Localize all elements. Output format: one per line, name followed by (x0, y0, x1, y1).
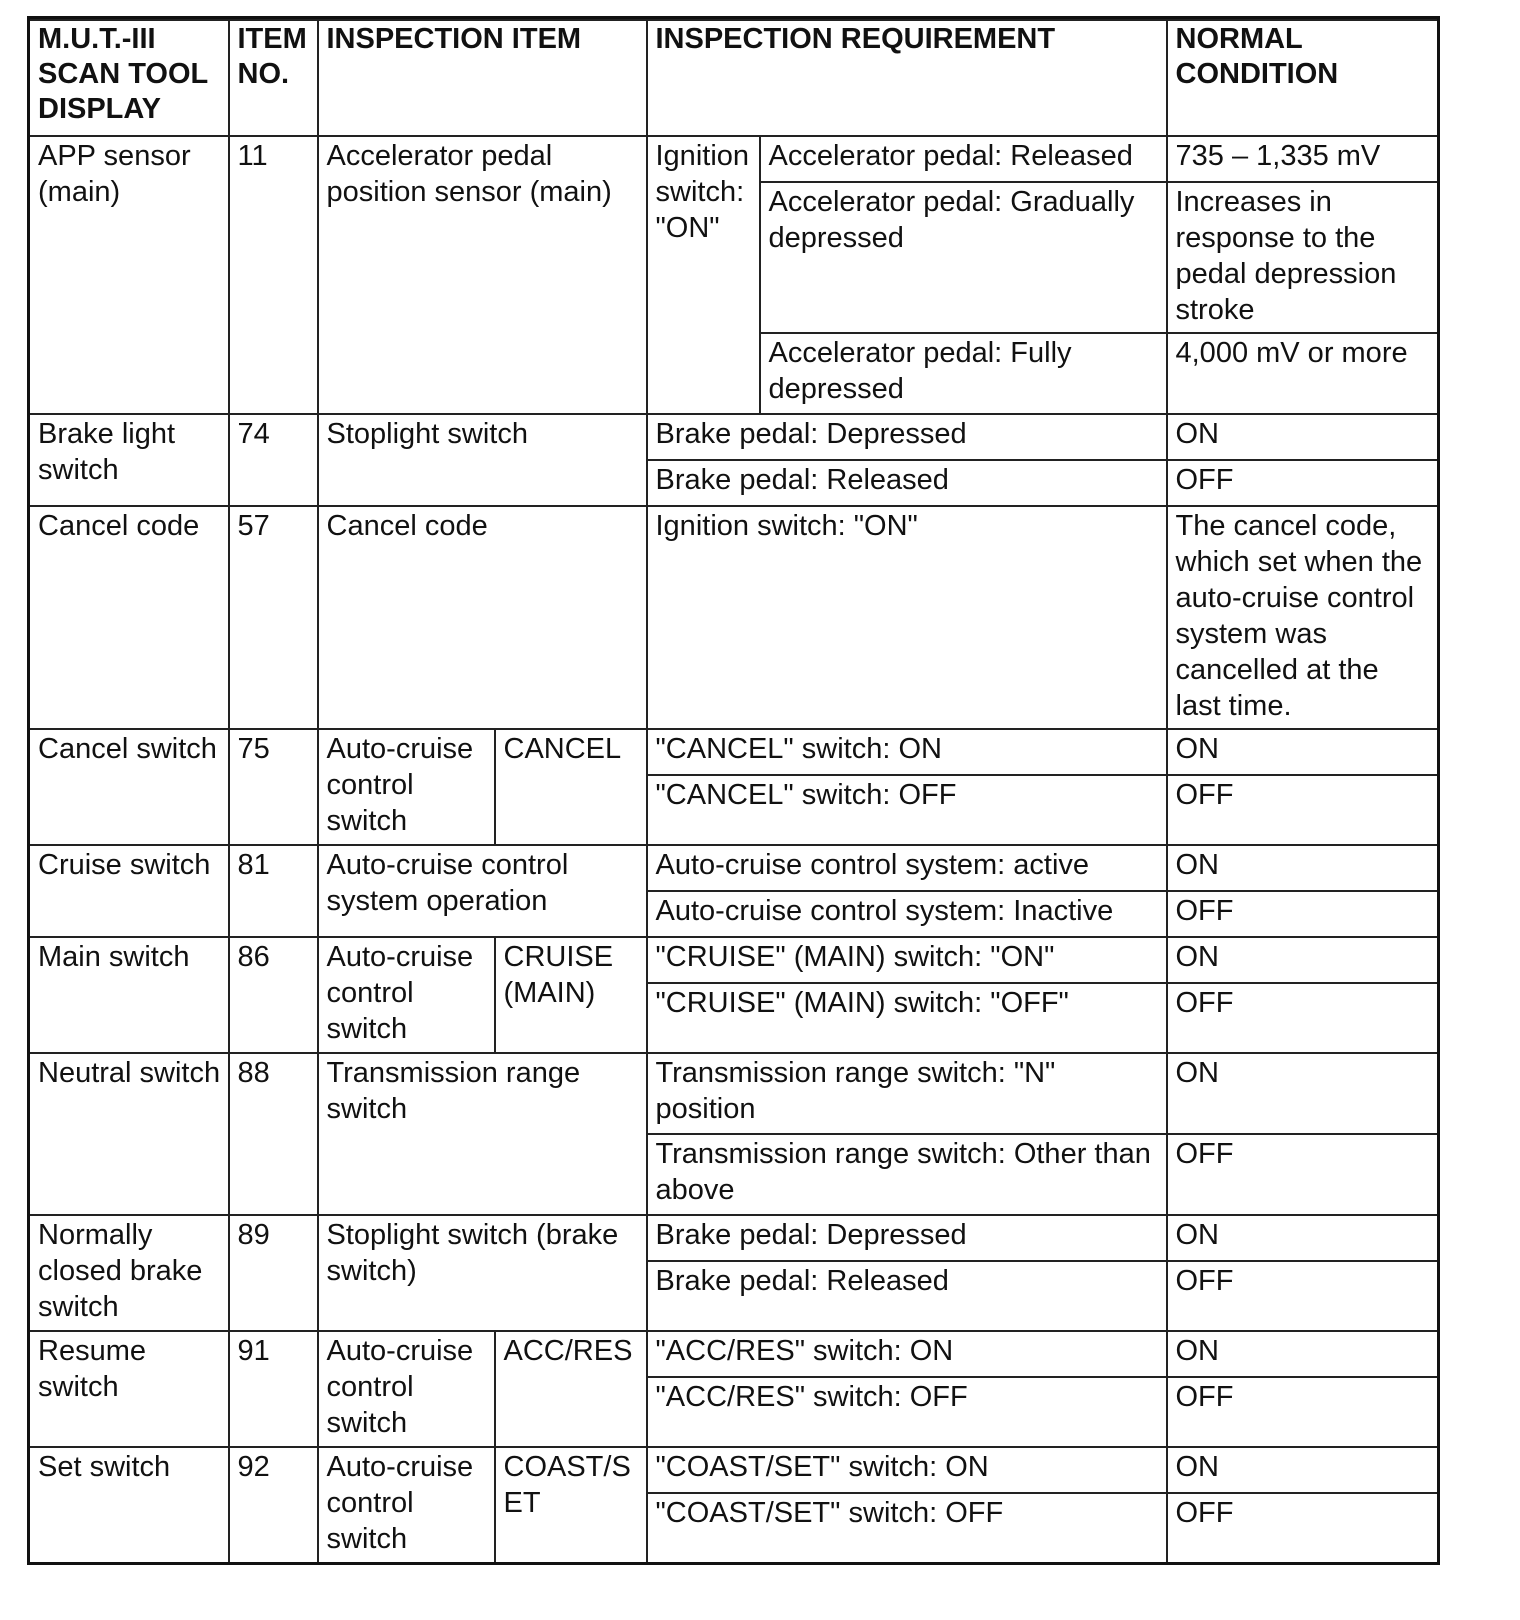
display-cell: Neutral switch (29, 1053, 229, 1215)
inspection-item-cell: Auto-cruise control system operation (318, 845, 647, 937)
table-row (29, 1053, 1439, 1134)
requirement-cell: Accelerator pedal: Released (760, 136, 1167, 182)
requirement-cell: Auto-cruise control system: active (647, 845, 1167, 891)
normal-condition-cell: ON (1167, 845, 1439, 891)
requirement-cell: Transmission range switch: "N" position (647, 1053, 1167, 1134)
requirement-cell: "CRUISE" (MAIN) switch: "ON" (647, 937, 1167, 983)
display-cell: Resume switch (29, 1331, 229, 1447)
inspection-item-cell: Auto-cruise control switch (318, 1447, 495, 1563)
requirement-condition-cell: Ignition switch: "ON" (647, 136, 760, 414)
requirement-cell: Accelerator pedal: Fully depressed (760, 333, 1167, 414)
inspection-item-cell: Auto-cruise control switch (318, 937, 495, 1053)
requirement-cell: Brake pedal: Depressed (647, 1215, 1167, 1261)
normal-condition-cell: ON (1167, 1215, 1439, 1261)
normal-condition-cell: OFF (1167, 1493, 1439, 1563)
normal-condition-cell: Increases in response to the pedal depression stroke (1167, 182, 1439, 333)
requirement-cell: Accelerator pedal: Gradually depressed (760, 182, 1167, 333)
requirement-cell: "COAST/SET" switch: ON (647, 1447, 1167, 1493)
display-cell: APP sensor (main) (29, 136, 229, 414)
inspection-subitem-cell: CANCEL (495, 729, 647, 845)
requirement-cell: "CANCEL" switch: ON (647, 729, 1167, 775)
normal-condition-cell: OFF (1167, 1134, 1439, 1215)
header-inspection-item: INSPECTION ITEM (318, 20, 647, 136)
item-no-cell: 86 (229, 937, 318, 1053)
table-row (29, 1331, 1439, 1377)
requirement-cell: "CANCEL" switch: OFF (647, 775, 1167, 845)
normal-condition-cell: ON (1167, 414, 1439, 460)
display-cell: Cancel code (29, 506, 229, 729)
normal-condition-cell: ON (1167, 937, 1439, 983)
display-cell: Cancel switch (29, 729, 229, 845)
item-no-cell: 92 (229, 1447, 318, 1563)
inspection-item-cell: Auto-cruise control switch (318, 1331, 495, 1447)
normal-condition-cell: OFF (1167, 983, 1439, 1053)
requirement-cell: "ACC/RES" switch: ON (647, 1331, 1167, 1377)
table-row (29, 845, 1439, 891)
requirement-cell: Brake pedal: Released (647, 460, 1167, 506)
inspection-item-cell: Transmission range switch (318, 1053, 647, 1215)
inspection-item-cell: Stoplight switch (brake switch) (318, 1215, 647, 1331)
inspection-item-cell: Cancel code (318, 506, 647, 729)
display-cell: Cruise switch (29, 845, 229, 937)
normal-condition-cell: OFF (1167, 891, 1439, 937)
display-cell: Set switch (29, 1447, 229, 1563)
header-row (29, 20, 1439, 136)
item-no-cell: 89 (229, 1215, 318, 1331)
normal-condition-cell: ON (1167, 1331, 1439, 1377)
normal-condition-cell: 735 – 1,335 mV (1167, 136, 1439, 182)
item-no-cell: 75 (229, 729, 318, 845)
inspection-subitem-cell: ACC/RES (495, 1331, 647, 1447)
item-no-cell: 88 (229, 1053, 318, 1215)
display-cell: Main switch (29, 937, 229, 1053)
requirement-cell: Ignition switch: "ON" (647, 506, 1167, 729)
inspection-table-container (27, 16, 1440, 1565)
inspection-subitem-cell: CRUISE (MAIN) (495, 937, 647, 1053)
normal-condition-cell: OFF (1167, 1377, 1439, 1447)
table-row (29, 1215, 1439, 1261)
table-row (29, 937, 1439, 983)
item-no-cell: 74 (229, 414, 318, 506)
display-cell: Brake light switch (29, 414, 229, 506)
display-cell: Normally closed brake switch (29, 1215, 229, 1331)
normal-condition-cell: OFF (1167, 775, 1439, 845)
requirement-cell: Brake pedal: Depressed (647, 414, 1167, 460)
requirement-cell: "CRUISE" (MAIN) switch: "OFF" (647, 983, 1167, 1053)
header-display: M.U.T.-III SCAN TOOL DISPLAY (29, 20, 229, 136)
inspection-item-cell: Auto-cruise control switch (318, 729, 495, 845)
requirement-cell: Transmission range switch: Other than above (647, 1134, 1167, 1215)
inspection-item-cell: Accelerator pedal position sensor (main) (318, 136, 647, 414)
inspection-subitem-cell: COAST/S ET (495, 1447, 647, 1563)
item-no-cell: 91 (229, 1331, 318, 1447)
header-item-no: ITEM NO. (229, 20, 318, 136)
table-row (29, 729, 1439, 775)
normal-condition-cell: ON (1167, 729, 1439, 775)
normal-condition-cell: OFF (1167, 1261, 1439, 1331)
table-row (29, 1447, 1439, 1493)
item-no-cell: 57 (229, 506, 318, 729)
requirement-cell: Brake pedal: Released (647, 1261, 1167, 1331)
inspection-table (27, 16, 1440, 1565)
normal-condition-cell: ON (1167, 1053, 1439, 1134)
header-inspection-requirement: INSPECTION REQUIREMENT (647, 20, 1167, 136)
table-row (29, 136, 1439, 182)
normal-condition-cell: The cancel code, which set when the auto-cruise control system was cancelled at the last time. (1167, 506, 1439, 729)
requirement-cell: "ACC/RES" switch: OFF (647, 1377, 1167, 1447)
normal-condition-cell: 4,000 mV or more (1167, 333, 1439, 414)
table-row (29, 414, 1439, 460)
header-normal-condition: NORMAL CONDITION (1167, 20, 1439, 136)
normal-condition-cell: ON (1167, 1447, 1439, 1493)
item-no-cell: 11 (229, 136, 318, 414)
requirement-cell: Auto-cruise control system: Inactive (647, 891, 1167, 937)
table-row (29, 506, 1439, 729)
requirement-cell: "COAST/SET" switch: OFF (647, 1493, 1167, 1563)
normal-condition-cell: OFF (1167, 460, 1439, 506)
inspection-item-cell: Stoplight switch (318, 414, 647, 506)
item-no-cell: 81 (229, 845, 318, 937)
